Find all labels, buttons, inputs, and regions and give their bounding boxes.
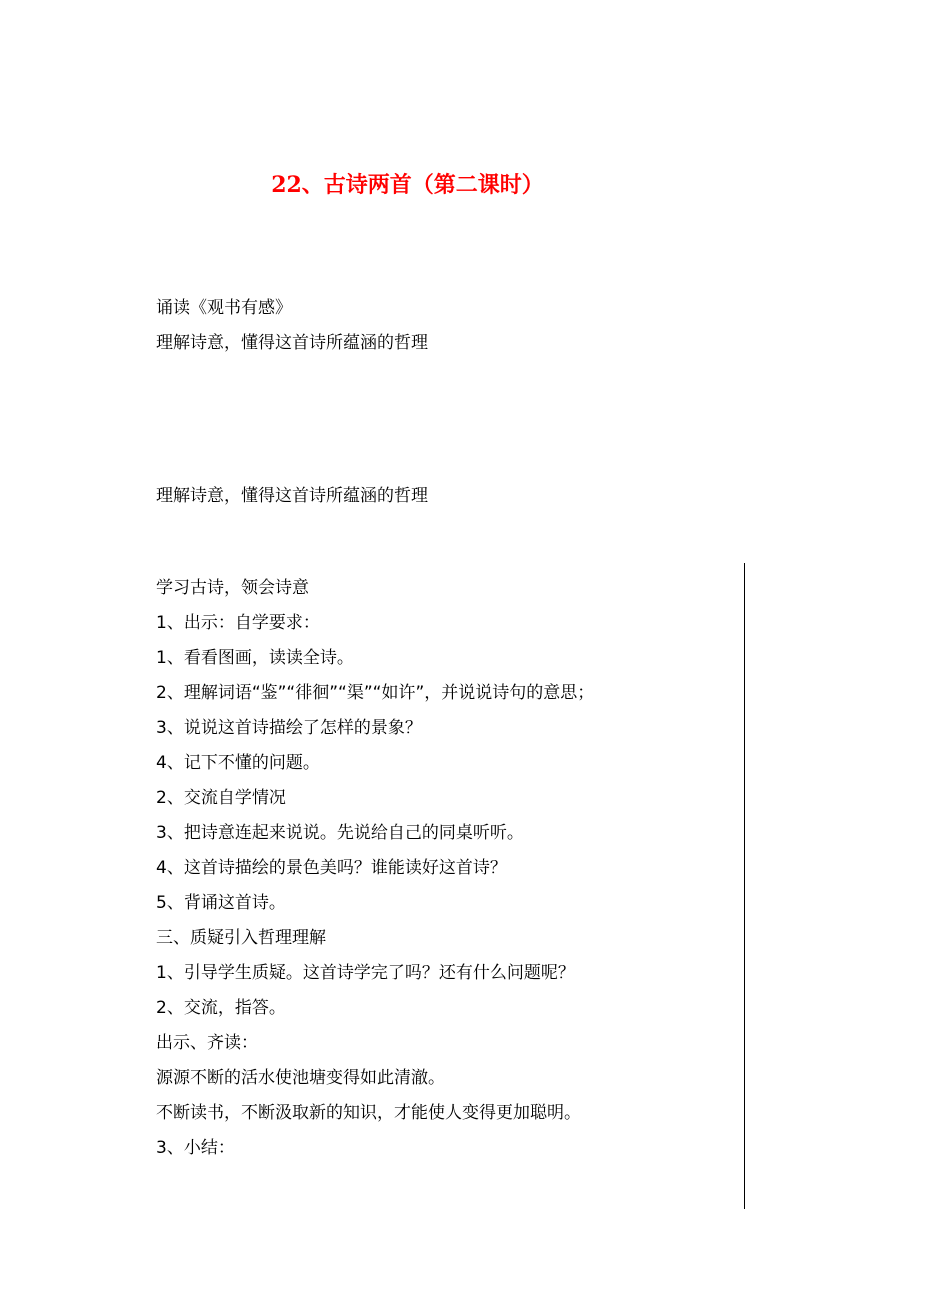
process-line: 1、引导学生质疑。这首诗学完了吗？还有什么问题呢？ (156, 963, 575, 983)
table-column-divider (744, 563, 745, 1209)
process-line: 1、出示：自学要求： (156, 613, 320, 633)
process-line: 4、记下不懂的问题。 (156, 753, 320, 773)
process-line: 2、理解词语“鉴”“徘徊”“渠”“如许”，并说说诗句的意思； (156, 683, 595, 703)
process-line: 3、说说这首诗描绘了怎样的景象？ (156, 718, 422, 738)
process-line: 三、质疑引入哲理理解 (156, 928, 326, 948)
process-line: 4、这首诗描绘的景色美吗？谁能读好这首诗？ (156, 858, 507, 878)
process-line: 5、背诵这首诗。 (156, 893, 286, 913)
process-line: 1、看看图画，读读全诗。 (156, 648, 354, 668)
process-line: 出示、齐读： (156, 1033, 258, 1053)
process-line: 3、小结： (156, 1138, 235, 1158)
process-line: 源源不断的活水使池塘变得如此清澈。 (156, 1068, 445, 1088)
process-line: 学习古诗，领会诗意 (156, 578, 309, 598)
process-line: 3、把诗意连起来说说。先说给自己的同桌听听。 (156, 823, 524, 843)
goal-line-1: 诵读《观书有感》 (156, 298, 292, 318)
focus-line: 理解诗意，懂得这首诗所蕴涵的哲理 (156, 486, 428, 506)
process-line: 2、交流自学情况 (156, 788, 286, 808)
process-line: 不断读书，不断汲取新的知识，才能使人变得更加聪明。 (156, 1103, 581, 1123)
goal-line-2: 理解诗意，懂得这首诗所蕴涵的哲理 (156, 333, 428, 353)
process-line: 2、交流，指答。 (156, 998, 286, 1018)
lesson-title: 22、古诗两首（第二课时） (271, 172, 544, 198)
